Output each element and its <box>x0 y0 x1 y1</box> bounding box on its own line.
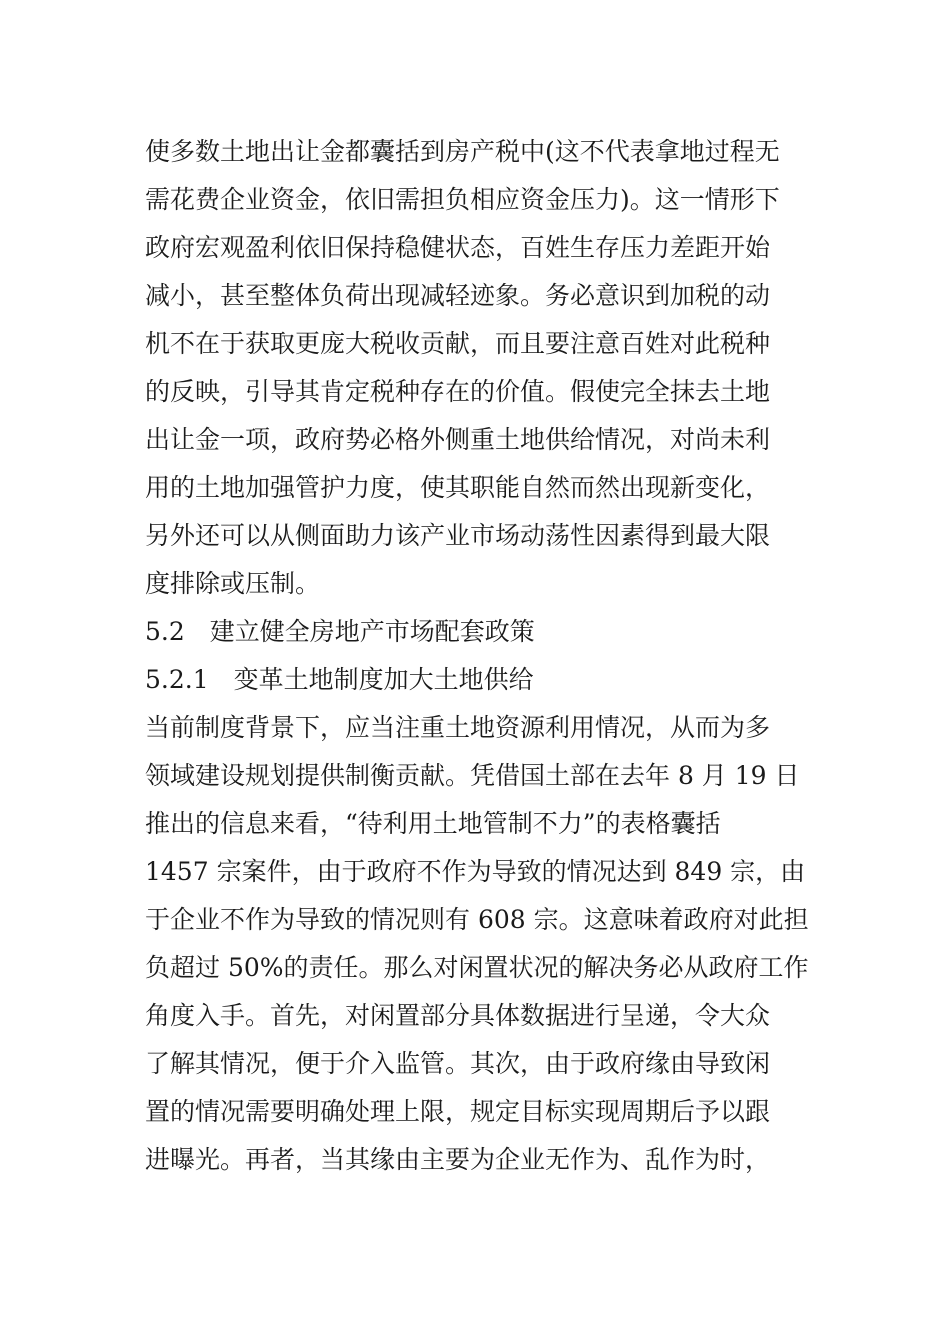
paragraph-line: 政府宏观盈利依旧保持稳健状态，百姓生存压力差距开始 <box>145 233 771 262</box>
paragraph-line: 减小，甚至整体负荷出现减轻迹象。务必意识到加税的动 <box>145 281 771 310</box>
paragraph-line: 用的土地加强管护力度，使其职能自然而然出现新变化， <box>145 473 771 502</box>
paragraph-line: 领域建设规划提供制衡贡献。凭借国土部在去年 8 月 19 日 <box>145 761 800 790</box>
paragraph-line: 使多数土地出让金都囊括到房产税中(这不代表拿地过程无 <box>145 137 780 166</box>
paragraph-line: 推出的信息来看，“待利用土地管制不力”的表格囊括 <box>145 809 721 838</box>
paragraph-line: 出让金一项，政府势必格外侧重土地供给情况，对尚未利 <box>145 425 771 454</box>
section-heading: 5.2 建立健全房地产市场配套政策 <box>145 617 535 646</box>
paragraph-line: 的反映，引导其肯定税种存在的价值。假使完全抹去土地 <box>145 377 771 406</box>
paragraph-line: 进曝光。再者，当其缘由主要为企业无作为、乱作为时， <box>145 1145 771 1174</box>
paragraph-line: 于企业不作为导致的情况则有 608 宗。这意味着政府对此担 <box>145 905 809 934</box>
paragraph-line: 置的情况需要明确处理上限，规定目标实现周期后予以跟 <box>145 1097 771 1126</box>
paragraph-line: 需花费企业资金，依旧需担负相应资金压力)。这一情形下 <box>145 185 780 214</box>
paragraph-line: 度排除或压制。 <box>145 569 321 598</box>
paragraph-line: 机不在于获取更庞大税收贡献，而且要注意百姓对此税种 <box>145 329 771 358</box>
paragraph-line: 另外还可以从侧面助力该产业市场动荡性因素得到最大限 <box>145 521 771 550</box>
paragraph-line: 负超过 50%的责任。那么对闲置状况的解决务必从政府工作 <box>145 953 809 982</box>
subsection-heading: 5.2.1 变革土地制度加大土地供给 <box>145 665 534 694</box>
paragraph-line: 角度入手。首先，对闲置部分具体数据进行呈递，令大众 <box>145 1001 771 1030</box>
paragraph-line: 当前制度背景下，应当注重土地资源利用情况，从而为多 <box>145 713 771 742</box>
paragraph-line: 1457 宗案件，由于政府不作为导致的情况达到 849 宗，由 <box>145 857 806 886</box>
paragraph-line: 了解其情况，便于介入监管。其次，由于政府缘由导致闲 <box>145 1049 771 1078</box>
